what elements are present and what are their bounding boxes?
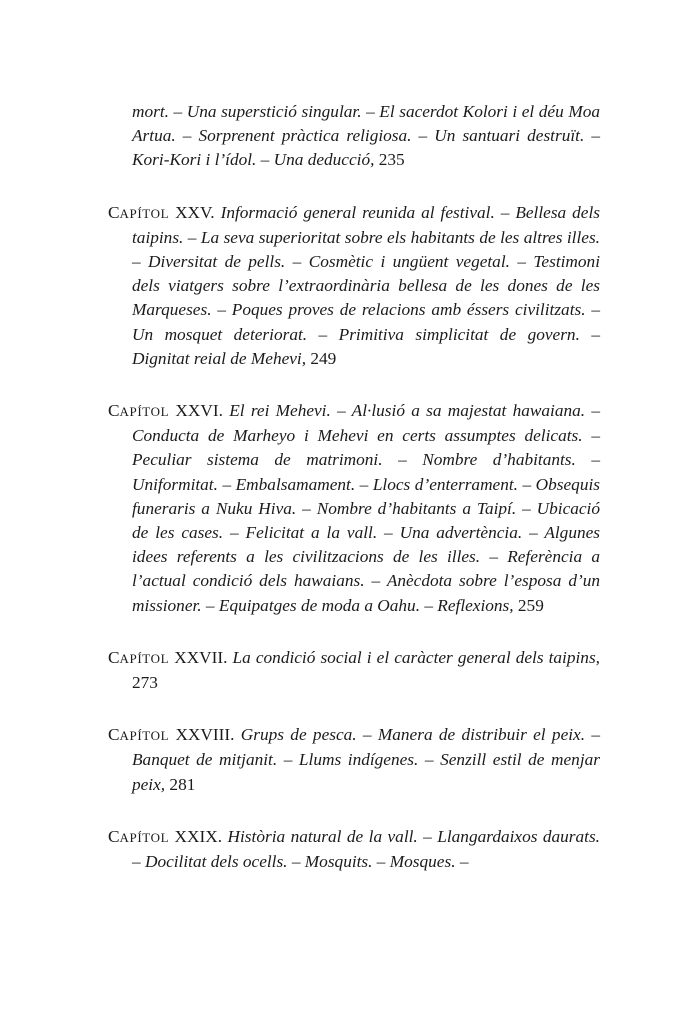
toc-entry: [108, 100, 600, 173]
chapter-heading: CAPÍTOL XXVI.: [108, 401, 230, 421]
toc-entry: [108, 201, 600, 371]
page-number: 273: [132, 673, 158, 693]
entry-description: mort. – Una superstició singular. – El sacerdot Kolori i el déu Moa Artua. – Sorprenent pràctica religiosa. – Un santuari destruït. – Kori-Kori i l’ídol. – Una deducció,: [132, 102, 600, 170]
chapter-heading: CAPÍTOL XXIX.: [108, 826, 228, 846]
chapter-heading: CAPÍTOL XXVII.: [108, 647, 233, 667]
toc-entry: [108, 723, 600, 797]
entry-description: El rei Mehevi. – Al·lusió a sa majestat hawaiana. – Conducta de Marheyo i Mehevi en certs assumptes delicats. – Peculiar sistema de matrimoni. – Nombre d’habitants. – Uniformitat. – Embalsamament. – Llocs d’enterrament. – Obsequis funeraris a Nuku Hiva. – Nombre d’habitants a Taipí. – Ubicació de les cases. – Felicitat a la vall. – Una advertència. – Algunes idees referents a les civilitzacions de les illes. – Referència a l’actual condició dels hawaians. – Anècdota sobre l’esposa d’un missioner. – Equipatges de moda a Oahu. – Reflexions,: [132, 401, 601, 615]
table-of-contents: [108, 100, 600, 902]
page-number: 259: [513, 595, 544, 615]
toc-entry: [108, 825, 600, 874]
page-number: 249: [306, 348, 337, 368]
chapter-heading: CAPÍTOL XXVIII.: [108, 725, 241, 745]
chapter-heading: CAPÍTOL XXV.: [108, 202, 221, 222]
entry-description: La condició social i el caràcter general dels taipins,: [232, 647, 600, 667]
entry-description: Història natural de la vall. – Llangardaixos daurats. – Docilitat dels ocells. – Mosquits. – Mosques. –: [132, 826, 601, 872]
page-number: 281: [165, 774, 196, 794]
entry-description: Grups de pesca. – Manera de distribuir el peix. – Banquet de mitjanit. – Llums indígenes. – Senzill estil de menjar peix,: [132, 725, 600, 794]
page-number: 235: [374, 150, 405, 170]
toc-entry: [108, 646, 600, 695]
entry-description: Informació general reunida al festival. – Bellesa dels taipins. – La seva superioritat sobre els habitants de les altres illes. – Diversitat de pells. – Cosmètic i ungüent vegetal. – Testimoni dels viatgers sobre l’extraordinària bellesa de les dones de les Marqueses. – Poques proves de relacions amb éssers civilitzats. – Un mosquet deteriorat. – Primitiva simplicitat de govern. – Dignitat reial de Mehevi,: [132, 202, 600, 368]
toc-entry: [108, 399, 600, 618]
